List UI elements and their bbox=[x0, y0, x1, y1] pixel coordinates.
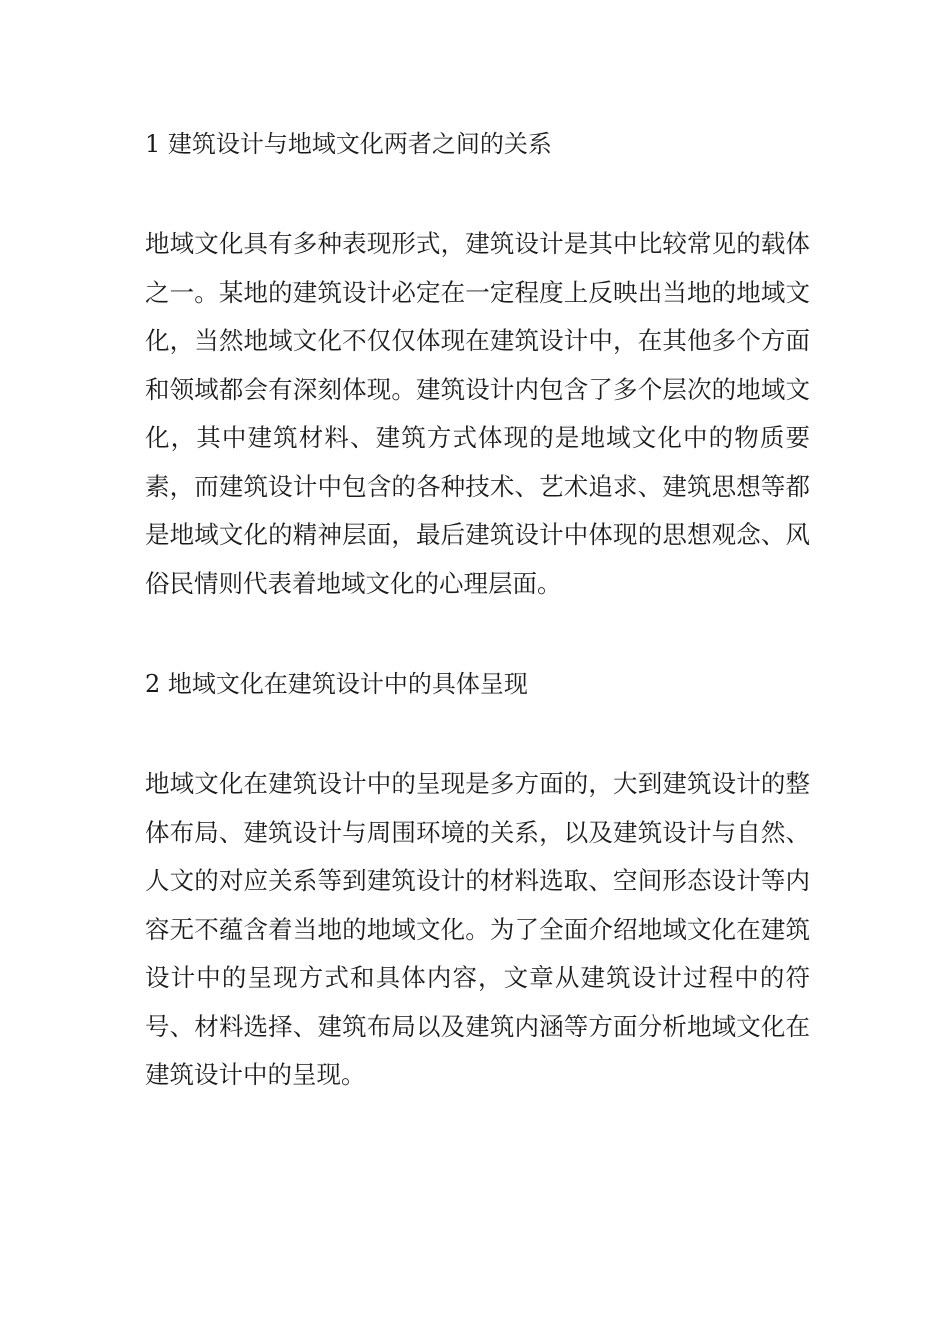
section-heading-2: 2 地域文化在建筑设计中的具体呈现 bbox=[145, 670, 528, 698]
document-page bbox=[145, 120, 810, 1100]
section-paragraph-1: 地域文化具有多种表现形式，建筑设计是其中比较常见的载体之一。某地的建筑设计必定在一定程度上反映出当地的地域文化，当然地域文化不仅仅体现在建筑设计中，在其他多个方面和领域都会有深刻体现。建筑设计内包含了多个层次的地域文化，其中建筑材料、建筑方式体现的是地域文化中的物质要素，而建筑设计中包含的各种技术、艺术追求、建筑思想等都是地域文化的精神层面，最后建筑设计中体现的思想观念、风俗民情则代表着地域文化的心理层面。 bbox=[145, 229, 810, 598]
section-paragraph-2: 地域文化在建筑设计中的呈现是多方面的，大到建筑设计的整体布局、建筑设计与周围环境的关系，以及建筑设计与自然、人文的对应关系等到建筑设计的材料选取、空间形态设计等内容无不蕴含着当地的地域文化。为了全面介绍地域文化在建筑设计中的呈现方式和具体内容，文章从建筑设计过程中的符号、材料选择、建筑布局以及建筑内涵等方面分析地域文化在建筑设计中的呈现。 bbox=[145, 769, 810, 1089]
section-heading-1: 1 建筑设计与地域文化两者之间的关系 bbox=[145, 130, 552, 158]
